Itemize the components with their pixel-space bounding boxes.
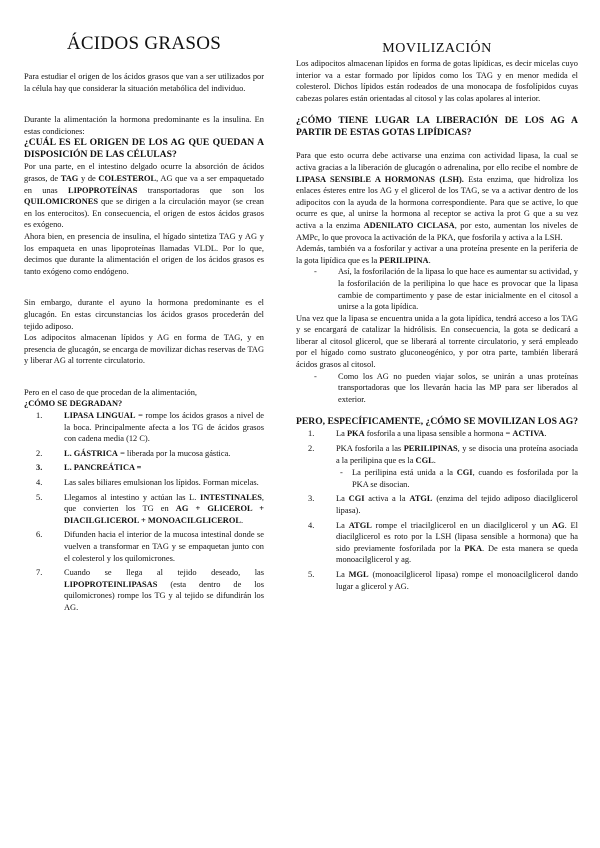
mobilization-steps-list (296, 428, 578, 466)
list-item: 6. Difunden hacia el interior de la mucosa intestinal donde se vuelven a transformar en TAG y se empaquetan junto con el colesterol y los quilomicrones. (36, 530, 264, 563)
list-item: 7. Cuando se llega al tejido deseado, las LIPOPROTEINLIPASAS (esta dentro de los quilomicrones) rompe los TG y al tejido se difundirán los AG. (36, 568, 264, 612)
endogenous-origin-paragraph: Ahora bien, en presencia de insulina, el hígado sintetiza TAG y AG y los empaqueta en unas lipoproteínas llamadas VLDL. Por lo que, decimos que durante la alimentación el origen de los ácidos grasos es tanto exógeno como endógeno. (24, 231, 264, 276)
list-item: 5. Llegamos al intestino y actúan las L. INTESTINALES, que convierten los TG en AG + GLICEROL + DIACILGLICEROL + MONOACILGLICEROL. (36, 492, 264, 525)
fed-intro-paragraph: Durante la alimentación la hormona predominante es la insulina. En estas condiciones: (24, 115, 264, 136)
list-item: 1. LIPASA LINGUAL = rompe los ácidos grasos a nivel de la boca. Principalmente afecta a los TG de ácidos grasos con cadena media (12 C). (36, 411, 264, 444)
list-item: 3. L. PANCREÁTICA = (36, 463, 142, 473)
list-item: 2. L. GÁSTRICA = liberada por la mucosa gástica. (36, 448, 231, 458)
mobilization-steps-list-continued (296, 493, 578, 592)
transport-bullet: - Como los AG no pueden viajar solos, se unirán a unas proteínas transportadoras que los llevarán hacia las MP para ser liberados al exterior. (314, 371, 578, 404)
lipid-droplets-paragraph: Los adipocitos almacenan lípidos en forma de gotas lipídicas, es decir micelas cuyo interior va a estar formado por lípidos como los TAG y en menor medida el colesterol. Dichos lípidos están rodeados de una monocapa de fosfolípidos cuyas cabezas polares están orientadas al citosol y las colas apolares al interior. (296, 59, 578, 103)
release-question-heading: ¿CÓMO TIENE LUGAR LA LIBERACIÓN DE LOS AG A PARTIR DE ESTAS GOTAS LIPÍDICAS? (296, 115, 578, 139)
list-item: 5. La MGL (monoacilglicerol lipasa) rompe el monoacilglicerol dando lugar a glicerol y AG. (308, 569, 578, 591)
phosphorylation-bullet: - Así, la fosforilación de la lipasa lo que hace es aumentar su actividad, y la fosforilación de la perilipina lo que hace es provocar que la lipasa cambie de compartimento y pase de estar inicialmente en el citosol a unirse a la gota lipídica. (314, 267, 578, 312)
section-title-movilizacion: MOVILIZACIÓN (382, 41, 492, 56)
perilipin-paragraph: Además, también va a fosforilar y activar a una proteína presente en la periferia de la gota lipídica que es la PERILIPINA. (296, 244, 578, 265)
degradation-steps-list (24, 410, 264, 614)
left-column (24, 0, 264, 617)
perilipin-sub-bullet: - La perilipina está unida a la CGI, cuando es fosforilada por la PKA se disocian. (340, 468, 578, 489)
adipocytes-paragraph: Los adipocitos almacenan lípidos y AG en forma de TAG, y en presencia de glucagón, se encarga de movilizar dichas reservas de TAG y liberar AG al torrente circulatorio. (24, 333, 264, 366)
list-item: 4. Las sales biliares emulsionan los lípidos. Forman micelas. (36, 478, 259, 488)
list-item: 2. PKA fosforila a las PERILIPINAS, y se disocia una proteína asociada a la perilipina que es la CGL. (308, 444, 579, 465)
page-title: ÁCIDOS GRASOS (66, 33, 222, 54)
lsh-paragraph: Para que esto ocurra debe activarse una enzima con actividad lipasa, la cual se activa gracias a la liberación de glucagón o adrenalina, por ello recibe el nombre de LIPASA SENSIBLE A HORMONAS (LSH). Esta enzima, que hidroliza los enlaces ésteres entre los AG y el glicerol de los TAG, se va a activar dentro de los adipocitos con la ayuda de la hormona correspondiente. Para que se active, lo que ocurre es que, al unirse la hormona al receptor se activa la prot G que a su vez activa a la enzima ADENILATO CICLASA, por esto, aumentan los niveles de AMPc, lo que provoca la activación de la PKA, que fosforila y activa a la LSH. (296, 151, 578, 242)
degradation-question-heading: ¿CÓMO SE DEGRADAN? (24, 399, 123, 409)
origin-question-heading: ¿CUÁL ES EL ORIGEN DE LOS AG QUE QUEDAN A DISPOSICIÓN DE LAS CÉLULAS? (24, 137, 264, 161)
intro-paragraph: Para estudiar el origen de los ácidos grasos que van a ser utilizados por la célula hay que considerar la situación metabólica del individuo. (24, 72, 264, 93)
list-item: 3. La CGI activa a la ATGL (enzima del tejido adiposo diacilglicerol lipasa). (308, 494, 579, 515)
mobilization-question-heading: PERO, ESPECÍFICAMENTE, ¿CÓMO SE MOVILIZAN LOS AG? (296, 416, 578, 428)
fasting-paragraph: Sin embargo, durante el ayuno la hormona predominante es el glucagón. En estas circunstancias los ácidos grasos procederán del tejido adiposo. (24, 298, 264, 331)
exogenous-origin-paragraph: Por una parte, en el intestino delgado ocurre la absorción de ácidos grasos, de TAG y de COLESTEROL, AG que va a ser empaquetado en unas LIPOPROTEÍNAS transportadoras que son los QUILOMICRONES que se dirigen a la circulación mayor (se crean en los enterocitos). En consecuencia, el origen de estos ácidos grasos es exógeno. (24, 162, 264, 230)
hydrolysis-paragraph: Una vez que la lipasa se encuentra unida a la gota lipídica, tendrá acceso a los TAG y se encargará de catalizar la hidrólisis. En consecuencia, la gota se dedicará a liberar al citosol glicerol, que se liberará al torrente circulatorio, y será empleado por el hígado como sustrato gluconeogénico, y por otra parte, también liberará ácidos grasos al citosol. (296, 313, 578, 370)
list-item: 4. La ATGL rompe el triacilglicerol en un diacilglicerol y un AG. El diacilglicerol es roto por la LSH (lipasa sensible a hormona) que ha sido previamente fosforilada por la PKA. De esta manera se queda monoacilglicerol y ag. (308, 520, 578, 565)
right-column (296, 0, 578, 595)
degradation-intro: Pero en el caso de que procedan de la alimentación, (24, 387, 198, 397)
list-item: 1. La PKA fosforila a una lipasa sensible a hormona = ACTIVA. (308, 429, 547, 439)
